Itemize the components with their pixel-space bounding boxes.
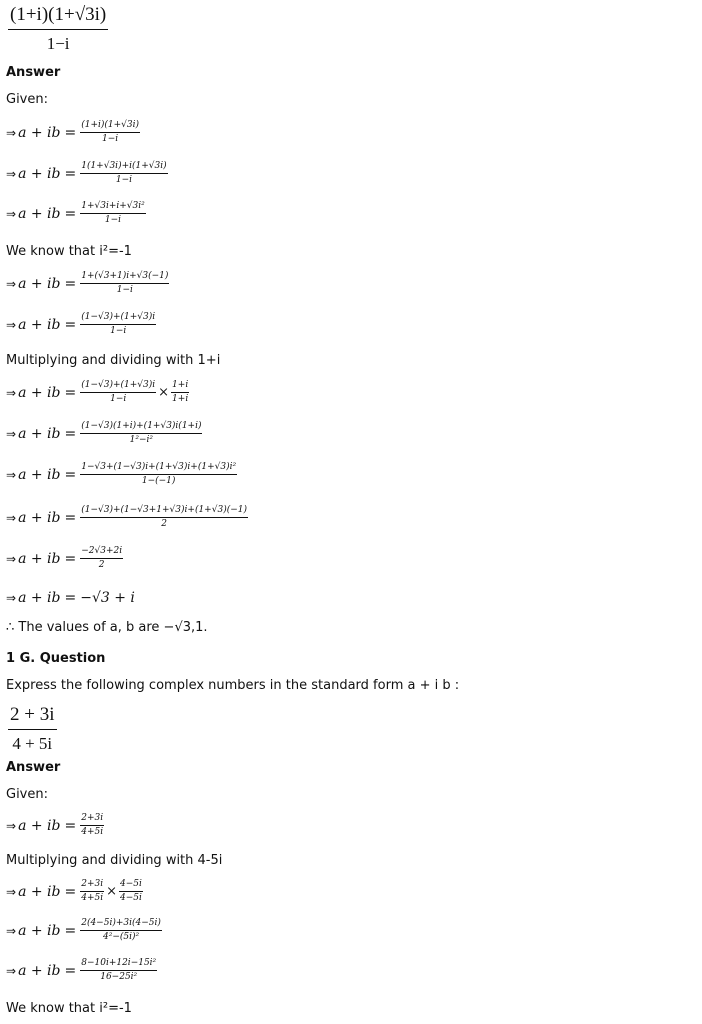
fraction-numerator: 8−10i+12i−15i² [80, 958, 157, 971]
fraction [80, 201, 146, 226]
fraction-numerator: −2√3+2i [80, 546, 123, 559]
equation-step [6, 505, 248, 530]
fraction-numerator: (1−√3)+(1+√3)i [80, 312, 156, 325]
fraction-denominator: 1−i [102, 134, 119, 144]
given-label-2: Given: [6, 787, 48, 802]
fraction-denominator: 1²−i² [129, 435, 154, 445]
fraction-denominator: 2 [98, 560, 105, 570]
fraction [80, 813, 104, 838]
equation-step [6, 201, 146, 226]
fraction-denominator: 4+5i [81, 893, 104, 903]
fraction [80, 161, 167, 186]
implies-arrow: ⇒ [6, 276, 17, 291]
times-sign: × [106, 884, 117, 899]
fraction-denominator: 4−5i [120, 893, 142, 903]
fraction-denominator: 1−i [116, 285, 133, 295]
question-expression-numerator: 2 + 3i [8, 704, 57, 730]
equals-sign: = [64, 509, 77, 526]
equation-lhs: a + ib [18, 205, 61, 222]
implies-arrow: ⇒ [6, 206, 17, 221]
equals-sign: = [64, 384, 77, 401]
equals-sign: = [64, 883, 77, 900]
implies-arrow: ⇒ [6, 125, 17, 140]
fraction [80, 462, 237, 487]
implies-arrow: ⇒ [6, 818, 17, 833]
fraction-numerator: 2+3i [80, 879, 104, 892]
fraction-denominator: 2 [161, 519, 167, 529]
given-label: Given: [6, 92, 48, 107]
fraction-numerator: (1−√3)+(1−√3+1+√3)i+(1+√3)(−1) [80, 505, 248, 518]
implies-arrow: ⇒ [6, 884, 17, 899]
equals-sign: = [64, 316, 77, 333]
fraction-denominator: 4²−(5i)² [102, 932, 140, 942]
equation-lhs: a + ib [18, 425, 61, 442]
know-text-2: We know that i²=-1 [6, 1001, 132, 1016]
top-expression-denominator: 1−i [46, 34, 70, 53]
equals-sign: = [64, 922, 77, 939]
equation-step [6, 813, 104, 838]
implies-arrow: ⇒ [6, 510, 17, 525]
equals-sign: = [64, 205, 77, 222]
fraction [80, 879, 104, 904]
equation-step [6, 421, 202, 446]
answer-heading-2: Answer [6, 760, 61, 775]
equation-lhs: a + ib [18, 590, 61, 606]
equals-sign: = [64, 124, 77, 141]
equation-step [6, 312, 156, 337]
equation-step [6, 161, 168, 186]
equals-sign: = [64, 817, 77, 834]
implies-arrow: ⇒ [6, 551, 17, 566]
equals-sign: = [64, 466, 77, 483]
equation-lhs: a + ib [18, 466, 61, 483]
equation-step [6, 879, 143, 904]
equation-step [6, 958, 157, 983]
fraction [80, 380, 156, 405]
fraction [80, 918, 162, 943]
fraction-denominator: 1−(−1) [141, 476, 176, 486]
equation-step [6, 380, 189, 405]
fraction-numerator: 1+i [171, 380, 189, 393]
multiply-text: Multiplying and dividing with 1+i [6, 353, 221, 368]
equation-step [6, 546, 123, 571]
top-expression [8, 4, 108, 54]
implies-arrow: ⇒ [6, 591, 17, 605]
fraction-denominator: 1−i [110, 326, 127, 336]
equation-lhs: a + ib [18, 509, 61, 526]
equation-step [6, 271, 169, 296]
fraction [80, 505, 248, 530]
equation-step [6, 120, 140, 145]
equals-sign: = [64, 275, 77, 292]
fraction-numerator: 1+√3i+i+√3i² [80, 201, 146, 214]
equation-step [6, 918, 162, 943]
equation-lhs: a + ib [18, 883, 61, 900]
equation-lhs: a + ib [18, 275, 61, 292]
implies-arrow: ⇒ [6, 963, 17, 978]
question-text: Express the following complex numbers in the standard form a + i b : [6, 678, 460, 693]
fraction-numerator: 2+3i [80, 813, 104, 826]
equation-lhs: a + ib [18, 165, 61, 182]
equals-sign: = [64, 550, 77, 567]
equation-step [6, 462, 237, 487]
fraction [80, 120, 140, 145]
implies-arrow: ⇒ [6, 385, 17, 400]
equation-lhs: a + ib [18, 550, 61, 567]
know-text: We know that i²=-1 [6, 244, 132, 259]
fraction [80, 958, 157, 983]
fraction-numerator: (1−√3)(1+i)+(1+√3)i(1+i) [80, 421, 202, 434]
fraction-numerator: 1+(√3+1)i+√3(−1) [80, 271, 169, 284]
implies-arrow: ⇒ [6, 467, 17, 482]
fraction-numerator: (1+i)(1+√3i) [80, 120, 140, 133]
equation-lhs: a + ib [18, 316, 61, 333]
times-sign: × [158, 385, 170, 400]
fraction-denominator: 16−25i² [100, 972, 138, 982]
fraction-denominator: 1−i [104, 215, 122, 225]
final-rhs: −√3 + i [80, 590, 135, 606]
implies-arrow: ⇒ [6, 317, 17, 332]
fraction [171, 380, 189, 405]
fraction-denominator: 4+5i [81, 827, 104, 837]
fraction [80, 312, 156, 337]
equation-lhs: a + ib [18, 817, 61, 834]
equation-lhs: a + ib [18, 124, 61, 141]
equals-sign: = [64, 165, 77, 182]
equals-sign: = [64, 425, 77, 442]
fraction-numerator: 1(1+√3i)+i(1+√3i) [80, 161, 167, 174]
fraction [80, 421, 202, 446]
implies-arrow: ⇒ [6, 923, 17, 938]
equals-sign: = [64, 590, 77, 606]
implies-arrow: ⇒ [6, 166, 17, 181]
fraction-numerator: 1−√3+(1−√3)i+(1+√3)i+(1+√3)i² [80, 462, 237, 475]
fraction-numerator: 4−5i [119, 879, 143, 892]
question-heading: 1 G. Question [6, 651, 106, 666]
fraction-denominator: 1+i [172, 394, 189, 404]
equation-final [6, 590, 135, 606]
implies-arrow: ⇒ [6, 426, 17, 441]
equals-sign: = [64, 962, 77, 979]
fraction [80, 271, 169, 296]
question-expression [8, 704, 57, 754]
fraction-numerator: 2(4−5i)+3i(4−5i) [80, 918, 162, 931]
fraction-denominator: 1−i [110, 394, 127, 404]
fraction [80, 546, 123, 571]
conclusion-text: ∴ The values of a, b are −√3,1. [6, 620, 208, 635]
fraction [119, 879, 143, 904]
equation-lhs: a + ib [18, 384, 61, 401]
equation-lhs: a + ib [18, 922, 61, 939]
multiply-text-2: Multiplying and dividing with 4-5i [6, 853, 223, 868]
question-expression-denominator: 4 + 5i [12, 734, 53, 753]
answer-heading: Answer [6, 65, 61, 80]
top-expression-numerator: (1+i)(1+√3i) [8, 4, 108, 30]
fraction-denominator: 1−i [115, 175, 132, 185]
equation-lhs: a + ib [18, 962, 61, 979]
fraction-numerator: (1−√3)+(1+√3)i [80, 380, 156, 393]
